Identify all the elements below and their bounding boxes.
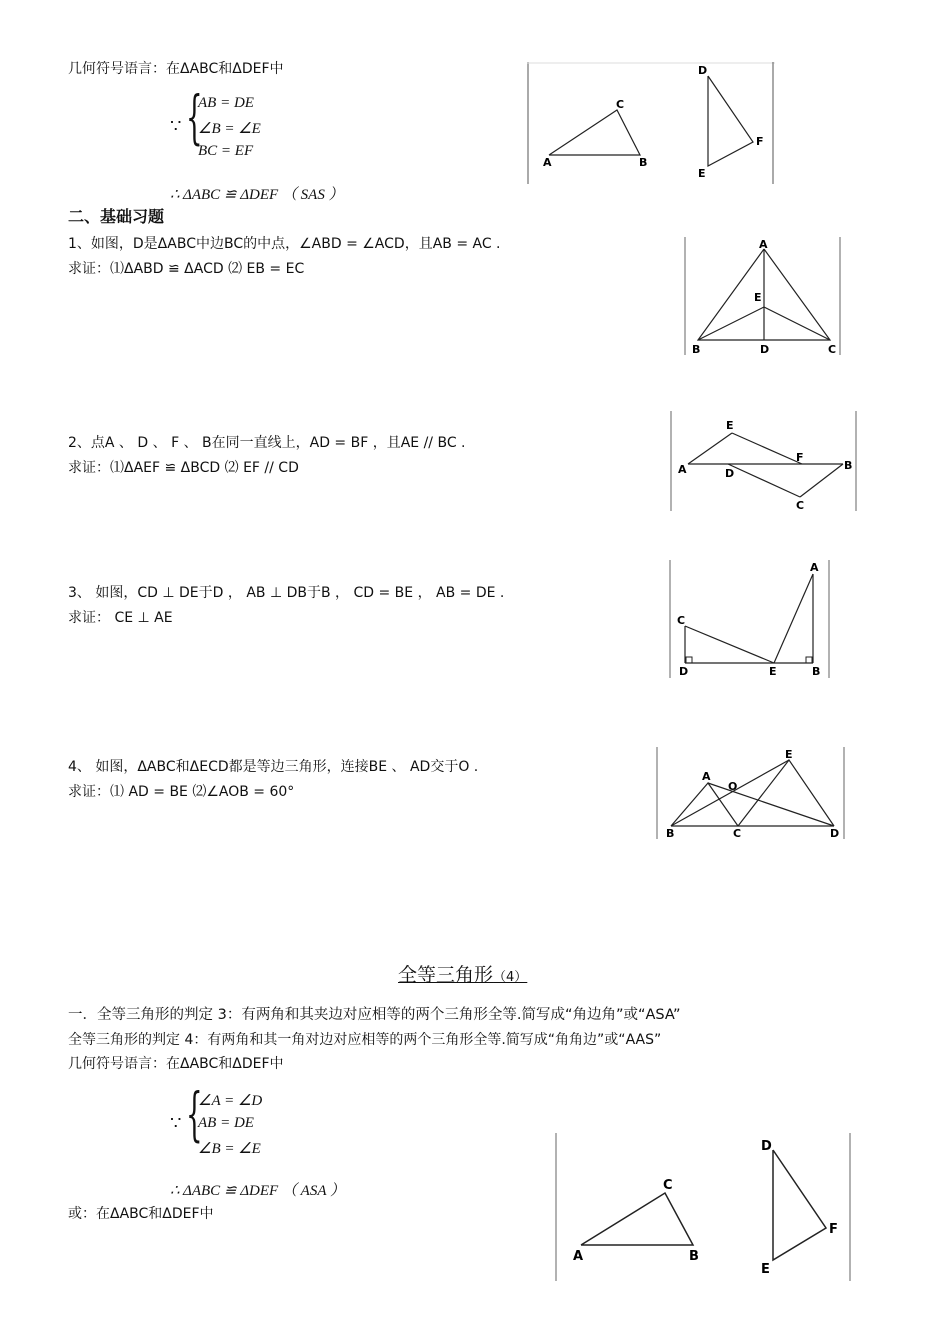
label-b: B bbox=[812, 665, 821, 678]
triangle-def bbox=[708, 76, 753, 166]
brace: { bbox=[186, 83, 203, 151]
label-a: A bbox=[810, 561, 819, 574]
figure-problem-4 bbox=[656, 747, 846, 839]
label-f: F bbox=[756, 135, 764, 148]
problem-4-statement: 4、 如图，ΔABC和ΔECD都是等边三角形，连接BE 、 AD交于O . bbox=[68, 759, 479, 775]
label-a: A bbox=[702, 770, 711, 783]
label-e: E bbox=[761, 1262, 770, 1277]
condition-2: ∠B = ∠E bbox=[198, 121, 261, 137]
condition-3: BC = EF bbox=[198, 143, 254, 159]
figure-problem-2 bbox=[670, 411, 858, 511]
because-symbol-2: ∵ bbox=[170, 1113, 182, 1134]
rule-asa: 一．全等三角形的判定 3：有两角和其夹边对应相等的两个三角形全等.简写成“角边角”或“ASA” bbox=[68, 1007, 681, 1023]
triangle-abc bbox=[549, 110, 640, 155]
label-d: D bbox=[725, 467, 735, 480]
or-line: 或：在ΔABC和ΔDEF中 bbox=[68, 1206, 214, 1222]
problem-1-prove: 求证：⑴ΔABD ≌ ΔACD ⑵ EB = EC bbox=[68, 261, 305, 277]
sas-intro: 几何符号语言：在ΔABC和ΔDEF中 bbox=[68, 61, 284, 77]
problem-1-statement: 1、如图，D是ΔABC中边BC的中点，∠ABD = ∠ACD，且AB = AC . bbox=[68, 236, 501, 252]
problem-3-statement: 3、 如图，CD ⊥ DE于D ， AB ⊥ DB于B ， CD = BE ， AB = DE . bbox=[68, 585, 505, 601]
brace-2: { bbox=[186, 1080, 203, 1148]
label-o: O bbox=[728, 780, 738, 793]
label-e: E bbox=[698, 167, 706, 180]
label-b: B bbox=[639, 156, 648, 169]
section2-heading: 二、基础习题 bbox=[68, 207, 165, 226]
label-f: F bbox=[829, 1222, 838, 1237]
label-b: B bbox=[666, 827, 675, 839]
label-c: C bbox=[828, 343, 837, 355]
label-d: D bbox=[698, 64, 708, 77]
label-d: D bbox=[761, 1139, 772, 1154]
label-e: E bbox=[726, 419, 734, 432]
figure-problem-1 bbox=[684, 237, 842, 355]
label-c: C bbox=[733, 827, 742, 839]
label-c: C bbox=[663, 1178, 673, 1193]
problem-2-statement: 2、点A 、 D 、 F 、 B在同一直线上，AD = BF ，且AE // BC . bbox=[68, 435, 466, 451]
problem-3-prove: 求证： CE ⊥ AE bbox=[68, 610, 173, 626]
label-b: B bbox=[692, 343, 701, 355]
problem-4-prove: 求证：⑴ AD = BE ⑵∠AOB = 60° bbox=[68, 784, 295, 800]
title-sub: （4） bbox=[493, 970, 528, 985]
problem-2-prove: 求证：⑴ΔAEF ≌ ΔBCD ⑵ EF // CD bbox=[68, 460, 299, 476]
label-a: A bbox=[543, 156, 552, 169]
label-a: A bbox=[573, 1249, 584, 1264]
rule-aas: 全等三角形的判定 4：有两角和其一角对边对应相等的两个三角形全等.简写成“角角边”或“AAS” bbox=[68, 1032, 662, 1048]
figure-asa-triangles bbox=[555, 1133, 852, 1281]
label-f: F bbox=[796, 451, 804, 464]
condition-asa-1: ∠A = ∠D bbox=[198, 1093, 263, 1109]
label-e: E bbox=[754, 291, 762, 304]
asa-intro: 几何符号语言：在ΔABC和ΔDEF中 bbox=[68, 1056, 284, 1072]
figure-problem-3 bbox=[669, 560, 831, 678]
label-c: C bbox=[796, 499, 805, 511]
label-e: E bbox=[769, 665, 777, 678]
asa-conclusion: ∴ ΔABC ≌ ΔDEF （ ASA ） bbox=[170, 1183, 345, 1199]
label-a: A bbox=[759, 238, 768, 251]
label-c: C bbox=[677, 614, 686, 627]
label-c: C bbox=[616, 98, 625, 111]
condition-asa-2: AB = DE bbox=[198, 1115, 254, 1131]
label-e: E bbox=[785, 748, 793, 761]
label-b: B bbox=[689, 1249, 699, 1264]
condition-1: AB = DE bbox=[198, 95, 254, 111]
title-main: 全等三角形 bbox=[398, 964, 494, 986]
label-b: B bbox=[844, 459, 853, 472]
figure-sas-triangles bbox=[527, 62, 775, 184]
label-d: D bbox=[830, 827, 840, 839]
label-d: D bbox=[760, 343, 770, 355]
condition-asa-3: ∠B = ∠E bbox=[198, 1141, 261, 1157]
label-d: D bbox=[679, 665, 689, 678]
sas-conclusion: ∴ ΔABC ≌ ΔDEF （ SAS ） bbox=[170, 187, 344, 203]
because-symbol: ∵ bbox=[170, 116, 182, 137]
label-a: A bbox=[678, 463, 687, 476]
page-title bbox=[398, 960, 527, 987]
